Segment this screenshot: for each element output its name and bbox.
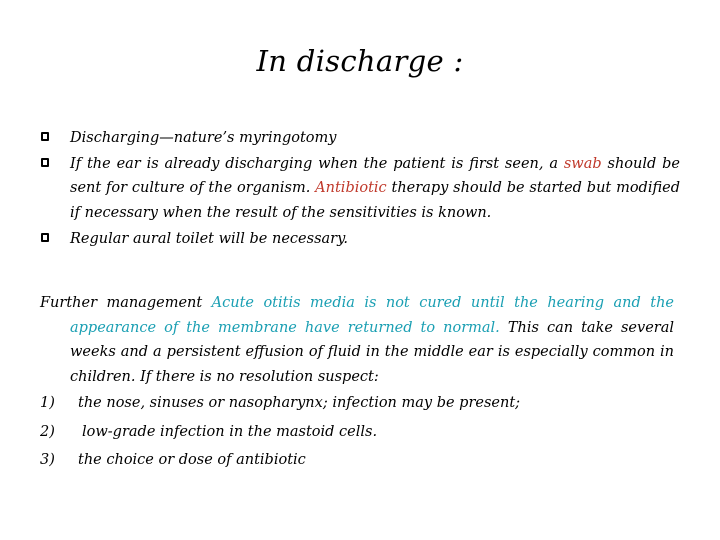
bullet-item: [40, 227, 680, 252]
bullet-text: Regular aural toilet will be necessary.: [70, 231, 348, 247]
item-text: the choice or dose of antibiotic: [78, 452, 306, 468]
bullet-text-part: therapy should be started but modified if necessary when the result of the sensitivities is known.: [70, 180, 680, 221]
item-text: the nose, sinuses or nasopharynx; infection may be present;: [78, 395, 521, 411]
item-text: low-grade infection in the mastoid cells.: [82, 423, 378, 440]
item-number: 1): [40, 395, 55, 411]
highlight-swab: swab: [563, 155, 602, 172]
further-rest: This can take several weeks and a persistent effusion of fluid in the middle ear is especially common in children. If there is no resolution suspect:: [70, 319, 674, 385]
square-bullet-icon: [41, 233, 49, 242]
item-number: 3): [40, 452, 55, 468]
highlight-antibiotic: Antibiotic: [315, 180, 387, 196]
numbered-item: [40, 420, 674, 445]
square-bullet-icon: [41, 158, 49, 167]
bullet-list: [40, 126, 680, 252]
further-lead: Further management: [40, 295, 212, 311]
item-number: 2): [40, 423, 55, 440]
bullet-item: [40, 126, 680, 151]
further-management: [40, 291, 674, 477]
further-highlight: Acute otitis media is not cured until the hearing and the appearance of the membrane have returned to normal.: [70, 295, 674, 336]
bullet-item: [40, 152, 680, 226]
slide-title: In discharge :: [256, 44, 464, 78]
bullet-text-part: If the ear is already discharging when the patient is first seen, a: [70, 155, 564, 172]
numbered-item: [40, 448, 674, 473]
square-bullet-icon: [41, 132, 49, 141]
further-paragraph: [40, 291, 674, 389]
numbered-list: [40, 391, 674, 473]
bullet-text-part: should be sent for culture of the organism.: [70, 155, 680, 196]
bullet-text: Discharging—nature’s myringotomy: [70, 130, 337, 146]
numbered-item: [40, 391, 674, 416]
